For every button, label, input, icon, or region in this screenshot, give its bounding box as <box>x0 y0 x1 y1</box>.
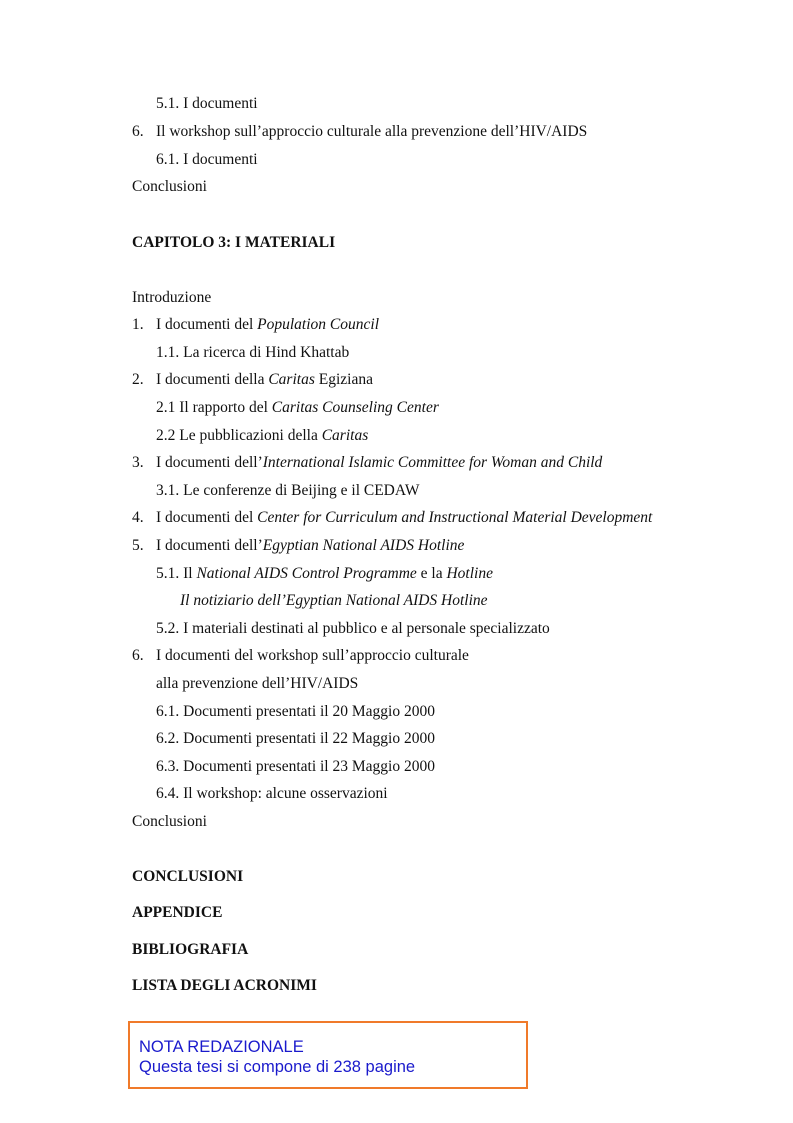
toc-entry-6-cont: alla prevenzione dell’HIV/AIDS <box>156 675 359 692</box>
toc-text: Egiziana <box>314 371 373 388</box>
toc-text: I documenti dell’ <box>156 537 263 554</box>
section-lista-acronimi: LISTA DEGLI ACRONIMI <box>132 977 317 994</box>
toc-number: 1. <box>132 316 144 333</box>
toc-text: I documenti del workshop sull’approccio culturale <box>156 647 469 664</box>
toc-text: I documenti dell’ <box>156 454 263 471</box>
toc-number: 4. <box>132 509 144 526</box>
toc-text: 5.1. Il <box>156 565 197 582</box>
toc-entry-conclusioni: Conclusioni <box>132 813 207 830</box>
toc-entry-1 <box>132 316 379 334</box>
toc-text-italic: Il notiziario dell’Egyptian National AIDS Hotline <box>180 592 488 609</box>
toc-text-italic: Caritas <box>321 427 369 444</box>
toc-entry-5-2: 5.2. I materiali destinati al pubblico e al personale specializzato <box>156 620 550 637</box>
toc-entry-3 <box>132 454 602 472</box>
toc-text-italic: Caritas <box>268 371 315 388</box>
toc-number: 2. <box>132 371 144 388</box>
toc-text-italic: Egyptian National AIDS Hotline <box>262 537 465 554</box>
toc-entry-2 <box>132 371 373 389</box>
toc-text-italic: Center for Curriculum and Instructional Material Development <box>257 509 653 526</box>
toc-number: 3. <box>132 454 144 471</box>
toc-entry-6 <box>132 647 469 665</box>
toc-text-italic: Population Council <box>257 316 379 333</box>
toc-text: 2.1 Il rapporto del <box>156 399 272 416</box>
note-title: NOTA REDAZIONALE <box>139 1038 304 1056</box>
toc-entry-5 <box>132 537 464 555</box>
toc-entry-6-4: 6.4. Il workshop: alcune osservazioni <box>156 785 388 802</box>
chapter-3-heading: CAPITOLO 3: I MATERIALI <box>132 234 336 251</box>
toc-number: 6. <box>132 123 144 140</box>
section-bibliografia: BIBLIOGRAFIA <box>132 941 249 958</box>
toc-text-italic: Caritas Counseling Center <box>271 399 439 416</box>
note-body: Questa tesi si compone di 238 pagine <box>139 1058 416 1076</box>
toc-entry-3-1: 3.1. Le conferenze di Beijing e il CEDAW <box>156 482 420 499</box>
toc-entry-5-1 <box>156 565 493 583</box>
section-conclusioni: CONCLUSIONI <box>132 868 244 885</box>
editorial-note-box <box>128 1021 528 1089</box>
toc-entry-prev-6-1: 6.1. I documenti <box>156 151 258 168</box>
toc-entry-2-2 <box>156 427 368 445</box>
section-appendice: APPENDICE <box>132 904 223 921</box>
toc-entry-4 <box>132 509 652 527</box>
toc-entry-1-1: 1.1. La ricerca di Hind Khattab <box>156 344 350 361</box>
toc-text-italic: Hotline <box>446 565 493 582</box>
toc-entry-6-3: 6.3. Documenti presentati il 23 Maggio 2000 <box>156 758 435 775</box>
toc-number: 5. <box>132 537 144 554</box>
toc-entry-prev-6 <box>132 123 587 141</box>
toc-text: 2.2 Le pubblicazioni della <box>156 427 322 444</box>
toc-text: e la <box>416 565 447 582</box>
toc-text: I documenti del <box>156 509 258 526</box>
toc-entry-6-1: 6.1. Documenti presentati il 20 Maggio 2000 <box>156 703 435 720</box>
toc-text: I documenti del <box>156 316 258 333</box>
toc-entry-introduzione: Introduzione <box>132 289 212 306</box>
toc-text: I documenti della <box>156 371 269 388</box>
toc-entry-prev-5-1: 5.1. I documenti <box>156 95 258 112</box>
toc-entry-5-1-sub <box>180 592 488 610</box>
toc-entry-6-2: 6.2. Documenti presentati il 22 Maggio 2000 <box>156 730 435 747</box>
toc-text-italic: International Islamic Committee for Woman and Child <box>262 454 603 471</box>
toc-number: 6. <box>132 647 144 664</box>
toc-text: Il workshop sull’approccio culturale alla prevenzione dell’HIV/AIDS <box>156 123 588 140</box>
toc-entry-2-1 <box>156 399 439 417</box>
toc-entry-prev-conclusioni: Conclusioni <box>132 178 207 195</box>
toc-text-italic: National AIDS Control Programme <box>196 565 417 582</box>
